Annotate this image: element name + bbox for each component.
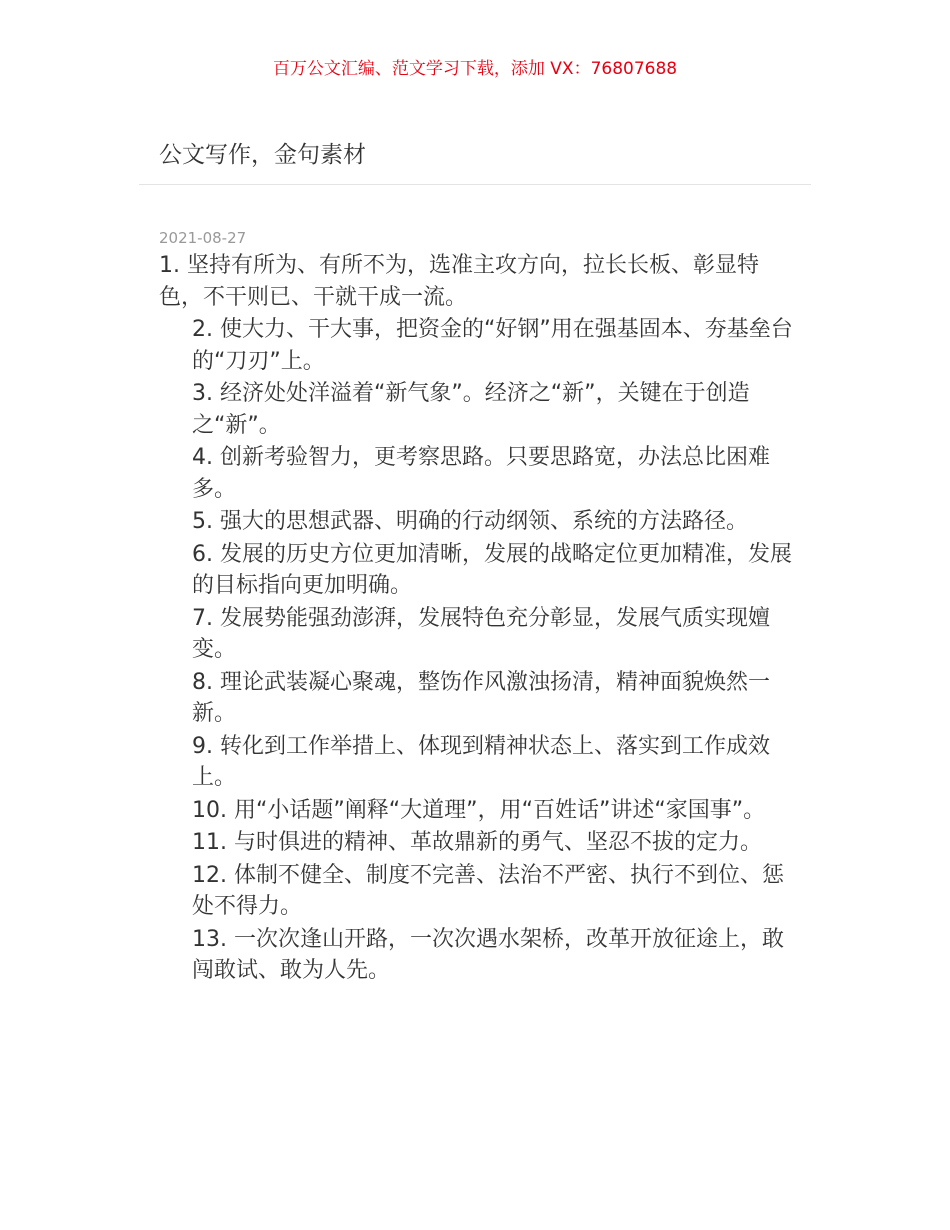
list-item: 3. 经济处处洋溢着“新气象”。经济之“新”，关键在于创造之“新”。 [192,381,750,438]
list-item: 6. 发展的历史方位更加清晰，发展的战略定位更加精准，发展的目标指向更加明确。 [192,541,792,598]
promo-banner: 百万公文汇编、范文学习下载，添加 VX：76807688 [272,59,678,79]
title-divider [139,184,811,185]
list-item: 9. 转化到工作举措上、体现到精神状态上、落实到工作成效上。 [192,733,770,790]
list-item: 10. 用“小话题”阐释“大道理”，用“百姓话”讲述“家国事”。 [192,797,766,823]
list-item: 12. 体制不健全、制度不完善、法治不严密、执行不到位、惩处不得力。 [192,862,784,919]
list-item: 11. 与时俱进的精神、革故鼎新的勇气、坚忍不拔的定力。 [192,830,762,855]
list-item: 8. 理论武装凝心聚魂，整饬作风激浊扬清，精神面貌焕然一新。 [192,669,770,726]
list-item: 1. 坚持有所为、有所不为，选准主攻方向，拉长长板、彰显特色，不干则已、干就干成一流。 [159,253,759,310]
article-body [159,250,799,988]
list-item: 5. 强大的思想武器、明确的行动纲领、系统的方法路径。 [192,509,748,534]
article-title: 公文写作，金句素材 [159,142,366,168]
list-item: 2. 使大力、干大事，把资金的“好钢”用在强基固本、夯基垒台的“刀刃”上。 [192,317,793,374]
list-item: 7. 发展势能强劲澎湃，发展特色充分彰显，发展气质实现嬗变。 [192,605,770,662]
list-item: 4. 创新考验智力，更考察思路。只要思路宽，办法总比困难多。 [192,445,770,502]
article-date: 2021-08-27 [159,229,247,247]
list-item: 13. 一次次逢山开路，一次次遇水架桥，改革开放征途上，敢闯敢试、敢为人先。 [192,926,784,983]
